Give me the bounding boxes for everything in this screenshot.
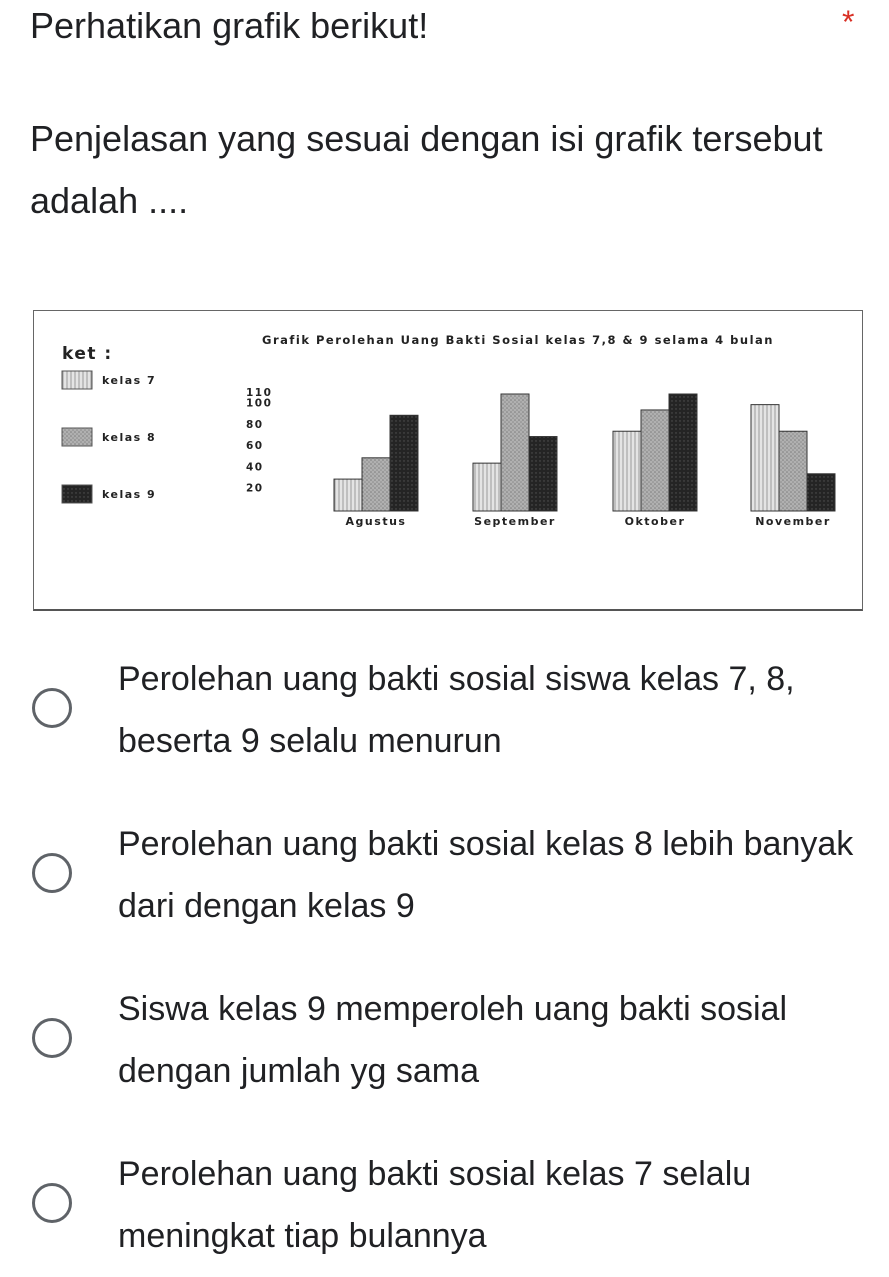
option-label[interactable]: Perolehan uang bakti sosial kelas 8 lebih banyak dari dengan kelas 9 bbox=[118, 825, 854, 925]
bar-kelas-7-september bbox=[473, 463, 501, 511]
bar-kelas-8-september bbox=[501, 394, 529, 511]
chart-title: Grafik Perolehan Uang Bakti Sosial kelas 7,8 & 9 selama 4 bulan bbox=[262, 333, 774, 347]
radio-button[interactable] bbox=[32, 688, 72, 728]
radio-button[interactable] bbox=[32, 853, 72, 893]
x-category-label: Oktober bbox=[624, 515, 686, 528]
bar-kelas-7-agustus bbox=[334, 479, 362, 511]
bar-kelas-9-oktober bbox=[669, 394, 697, 511]
legend-label: kelas 7 bbox=[102, 374, 157, 387]
y-tick-label: 110 bbox=[246, 387, 273, 399]
x-category-label: Agustus bbox=[345, 515, 407, 528]
bar-kelas-9-september bbox=[529, 437, 557, 511]
bar-kelas-9-november bbox=[807, 474, 835, 511]
y-tick-label: 60 bbox=[246, 440, 264, 453]
option-label[interactable]: Siswa kelas 9 memperoleh uang bakti sosial dengan jumlah yg sama bbox=[118, 990, 788, 1090]
bar-kelas-7-oktober bbox=[613, 431, 641, 511]
radio-button[interactable] bbox=[32, 1018, 72, 1058]
required-asterisk: * bbox=[842, 4, 855, 40]
option-row[interactable] bbox=[0, 813, 889, 943]
option-label[interactable]: Perolehan uang bakti sosial siswa kelas 7, 8, beserta 9 selalu menurun bbox=[118, 660, 795, 760]
question-title: Perhatikan grafik berikut! bbox=[30, 5, 429, 46]
option-row[interactable] bbox=[0, 1143, 889, 1273]
legend-swatch-kelas-8 bbox=[62, 428, 92, 446]
legend-label: kelas 9 bbox=[102, 488, 157, 501]
bar-kelas-9-agustus bbox=[390, 415, 418, 511]
bar-kelas-8-oktober bbox=[641, 410, 669, 511]
y-tick-label: 100 bbox=[246, 397, 273, 410]
x-category-label: November bbox=[755, 515, 831, 528]
chart-image bbox=[33, 310, 863, 611]
x-category-label: September bbox=[474, 515, 556, 528]
question-description: Penjelasan yang sesuai dengan isi grafik tersebut adalah .... bbox=[30, 118, 823, 221]
y-tick-label: 80 bbox=[246, 418, 264, 431]
y-tick-label: 40 bbox=[246, 461, 264, 474]
option-row[interactable] bbox=[0, 978, 889, 1108]
bar-kelas-8-agustus bbox=[362, 458, 390, 511]
option-label[interactable]: Perolehan uang bakti sosial kelas 7 selalu meningkat tiap bulannya bbox=[118, 1155, 752, 1255]
bar-kelas-7-november bbox=[751, 405, 779, 511]
y-tick-label: 20 bbox=[246, 482, 264, 495]
radio-button[interactable] bbox=[32, 1183, 72, 1223]
option-row[interactable] bbox=[0, 648, 889, 778]
legend-swatch-kelas-9 bbox=[62, 485, 92, 503]
legend-heading: ket : bbox=[62, 344, 113, 364]
legend-swatch-kelas-7 bbox=[62, 371, 92, 389]
legend-label: kelas 8 bbox=[102, 431, 157, 444]
bar-kelas-8-november bbox=[779, 431, 807, 511]
bar-chart bbox=[34, 311, 862, 609]
